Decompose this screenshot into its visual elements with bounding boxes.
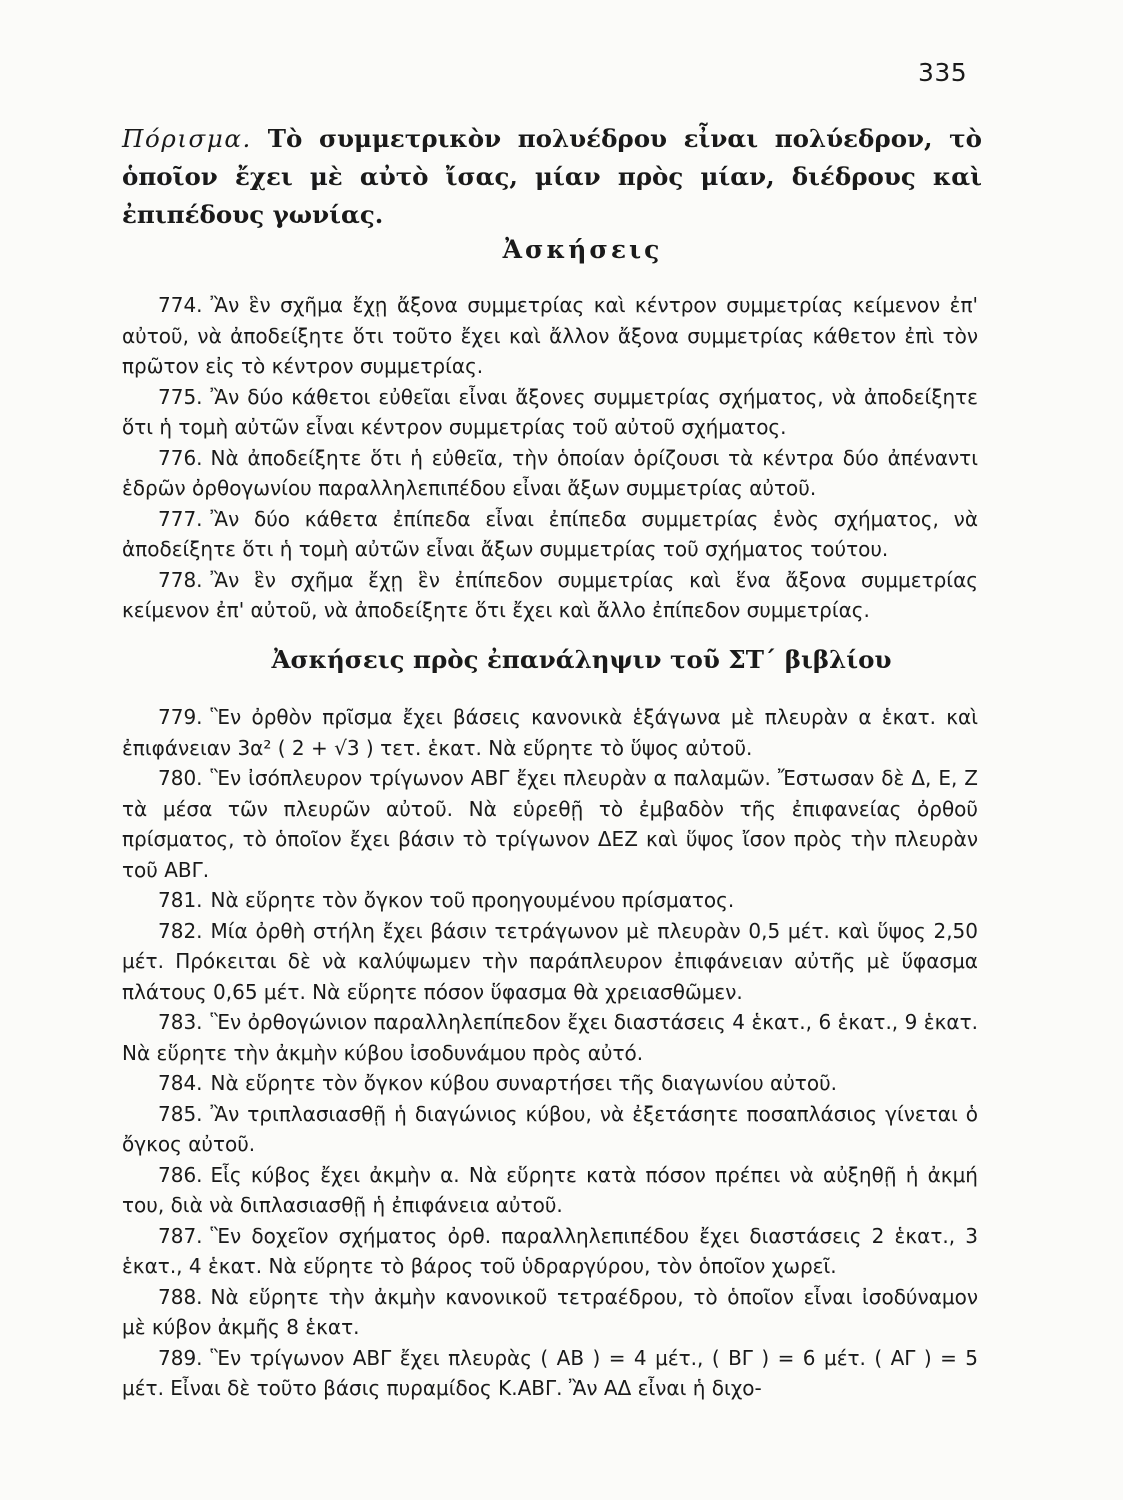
exercise-number: 779.: [158, 705, 203, 729]
exercise-text: Ἓν ἰσόπλευρον τρίγωνον ΑΒΓ ἔχει πλευρὰν α παλαμῶν. Ἔστωσαν δὲ Δ, Ε, Ζ τὰ μέσα τῶν πλευρῶν αὐτοῦ. Νὰ εὑρεθῇ τὸ ἐμβαδὸν τῆς ἐπιφανείας ὀρθοῦ πρίσματος, τὸ ὁποῖον ἔχει βάσιν τὸ τρίγωνον ΔΕΖ καὶ ὕψος ἴσον πρὸς τὴν πλευρὰν τοῦ ΑΒΓ.: [122, 766, 978, 882]
exercise-item: [122, 565, 978, 626]
exercise-text: Νὰ εὕρητε τὸν ὄγκον κύβου συναρτήσει τῆς διαγωνίου αὐτοῦ.: [210, 1071, 837, 1095]
exercise-number: 788.: [158, 1284, 203, 1309]
exercise-item: [122, 1068, 978, 1099]
exercise-item: [122, 916, 978, 1008]
exercise-text: Νὰ εὕρητε τὸν ὄγκον τοῦ προηγουμένου πρίσματος.: [210, 888, 735, 912]
section-heading-exercises: Ἀσκήσεις: [502, 235, 663, 264]
exercise-item: [122, 1282, 978, 1343]
corollary-paragraph: [122, 120, 982, 234]
exercise-text: Ἓν ὀρθογώνιον παραλληλεπίπεδον ἔχει διαστάσεις 4 ἑκατ., 6 ἑκατ., 9 ἑκατ. Νὰ εὕρητε τὴν ἀκμὴν κύβου ἰσοδυνάμου πρὸς αὐτό.: [122, 1010, 978, 1065]
exercise-item: [122, 702, 978, 763]
exercise-text: Ἂν δύο κάθετα ἐπίπεδα εἶναι ἐπίπεδα συμμετρίας ἑνὸς σχήματος, νὰ ἀποδείξητε ὅτι ἡ τομὴ αὐτῶν εἶναι ἄξων συμμετρίας τοῦ σχήματος τούτου.: [122, 506, 978, 561]
exercise-item: [122, 382, 978, 443]
exercise-text: Μία ὀρθὴ στήλη ἔχει βάσιν τετράγωνον μὲ πλευρὰν 0,5 μέτ. καὶ ὕψος 2,50 μέτ. Πρόκειται δὲ νὰ καλύψωμεν τὴν παράπλευρον ἐπιφάνειαν αὐτῆς μὲ ὕφασμα πλάτους 0,65 μέτ. Νὰ εὕρητε πόσον ὕφασμα θὰ χρειασθῶμεν.: [122, 918, 978, 1004]
exercise-text: Ἓν δοχεῖον σχήματος ὀρθ. παραλληλεπιπέδου ἔχει διαστάσεις 2 ἑκατ., 3 ἑκατ., 4 ἑκατ. Νὰ εὕρητε τὸ βάρος τοῦ ὑδραργύρου, τὸν ὁποῖον χωρεῖ.: [122, 1223, 978, 1278]
page-number: 335: [918, 58, 968, 87]
exercise-number: 776.: [158, 445, 203, 470]
exercise-text: Ἓν ὀρθὸν πρῖσμα ἔχει βάσεις κανονικὰ ἑξάγωνα μὲ πλευρὰν α ἑκατ. καὶ ἐπιφάνειαν 3α² ( 2 + √3 ) τετ. ἑκατ. Νὰ εὕρητε τὸ ὕψος αὐτοῦ.: [122, 705, 978, 760]
exercise-item: [122, 885, 978, 916]
exercise-item: [122, 443, 978, 504]
exercise-item: [122, 1160, 978, 1221]
exercise-number: 784.: [158, 1071, 203, 1095]
exercise-text: Ἂν ἓν σχῆμα ἔχῃ ἄξονα συμμετρίας καὶ κέντρον συμμετρίας κείμενον ἐπ' αὐτοῦ, νὰ ἀποδείξητε ὅτι τοῦτο ἔχει καὶ ἄλλον ἄξονα συμμετρίας κάθετον ἐπὶ τὸν πρῶτον εἰς τὸ κέντρον συμμετρίας.: [122, 293, 978, 378]
exercise-text: Ἓν τρίγωνον ΑΒΓ ἔχει πλευρὰς ( ΑΒ ) = 4 μέτ., ( ΒΓ ) = 6 μέτ. ( ΑΓ ) = 5 μέτ. Εἶναι δὲ τοῦτο βάσις πυραμίδος Κ.ΑΒΓ. Ἂν ΑΔ εἶναι ἡ διχο-: [122, 1345, 978, 1400]
exercise-number: 780.: [158, 766, 203, 790]
exercise-number: 787.: [158, 1223, 203, 1248]
exercise-number: 782.: [158, 918, 203, 943]
exercise-item: [122, 1007, 978, 1068]
exercise-text: Ἂν δύο κάθετοι εὐθεῖαι εἶναι ἄξονες συμμετρίας σχήματος, νὰ ἀποδείξητε ὅτι ἡ τομὴ αὐτῶν εἶναι κέντρον συμμετρίας τοῦ αὐτοῦ σχήματος.: [122, 384, 978, 439]
exercise-number: 786.: [158, 1162, 203, 1187]
exercise-item: [122, 1343, 978, 1404]
exercise-text: Ἂν τριπλασιασθῇ ἡ διαγώνιος κύβου, νὰ ἐξετάσητε ποσαπλάσιος γίνεται ὁ ὄγκος αὐτοῦ.: [122, 1101, 978, 1156]
exercise-number: 781.: [158, 888, 203, 912]
exercise-list-b: [122, 702, 978, 1404]
exercise-item: [122, 290, 978, 382]
exercise-number: 785.: [158, 1101, 203, 1126]
exercise-text: Εἷς κύβος ἔχει ἀκμὴν α. Νὰ εὕρητε κατὰ πόσον πρέπει νὰ αὐξηθῇ ἡ ἀκμή του, διὰ νὰ διπλασιασθῇ ἡ ἐπιφάνεια αὐτοῦ.: [122, 1162, 978, 1217]
exercise-text: Ἂν ἓν σχῆμα ἔχῃ ἓν ἐπίπεδον συμμετρίας καὶ ἕνα ἄξονα συμμετρίας κείμενον ἐπ' αὐτοῦ, νὰ ἀποδείξητε ὅτι ἔχει καὶ ἄλλο ἐπίπεδον συμμετρίας.: [122, 567, 978, 622]
exercise-number: 778.: [158, 567, 203, 592]
exercise-list-a: [122, 290, 978, 626]
corollary-statement: Τὸ συμμετρικὸν πολυέδρου εἶναι πολύεδρον, τὸ ὁποῖον ἔχει μὲ αὐτὸ ἴσας, μίαν πρὸς μίαν, διέδρους καὶ ἐπιπέδους γωνίας.: [122, 124, 982, 229]
exercise-number: 774.: [158, 293, 203, 317]
exercise-number: 775.: [158, 384, 203, 409]
corollary-term: Πόρισμα.: [122, 124, 252, 153]
exercise-item: [122, 763, 978, 885]
exercise-number: 789.: [158, 1345, 203, 1370]
exercise-item: [122, 1099, 978, 1160]
exercise-item: [122, 504, 978, 565]
exercise-text: Νὰ ἀποδείξητε ὅτι ἡ εὐθεῖα, τὴν ὁποίαν ὁρίζουσι τὰ κέντρα δύο ἀπέναντι ἑδρῶν ὀρθογωνίου παραλληλεπιπέδου εἶναι ἄξων συμμετρίας αὐτοῦ.: [122, 445, 978, 500]
section-heading-review: Ἀσκήσεις πρὸς ἐπανάληψιν τοῦ ΣΤ΄ βιβλίου: [271, 645, 892, 674]
exercise-item: [122, 1221, 978, 1282]
exercise-text: Νὰ εὕρητε τὴν ἀκμὴν κανονικοῦ τετραέδρου, τὸ ὁποῖον εἶναι ἰσοδύναμον μὲ κύβον ἀκμῆς 8 ἑκατ.: [122, 1284, 978, 1339]
exercise-number: 777.: [158, 506, 203, 531]
exercise-number: 783.: [158, 1010, 203, 1034]
